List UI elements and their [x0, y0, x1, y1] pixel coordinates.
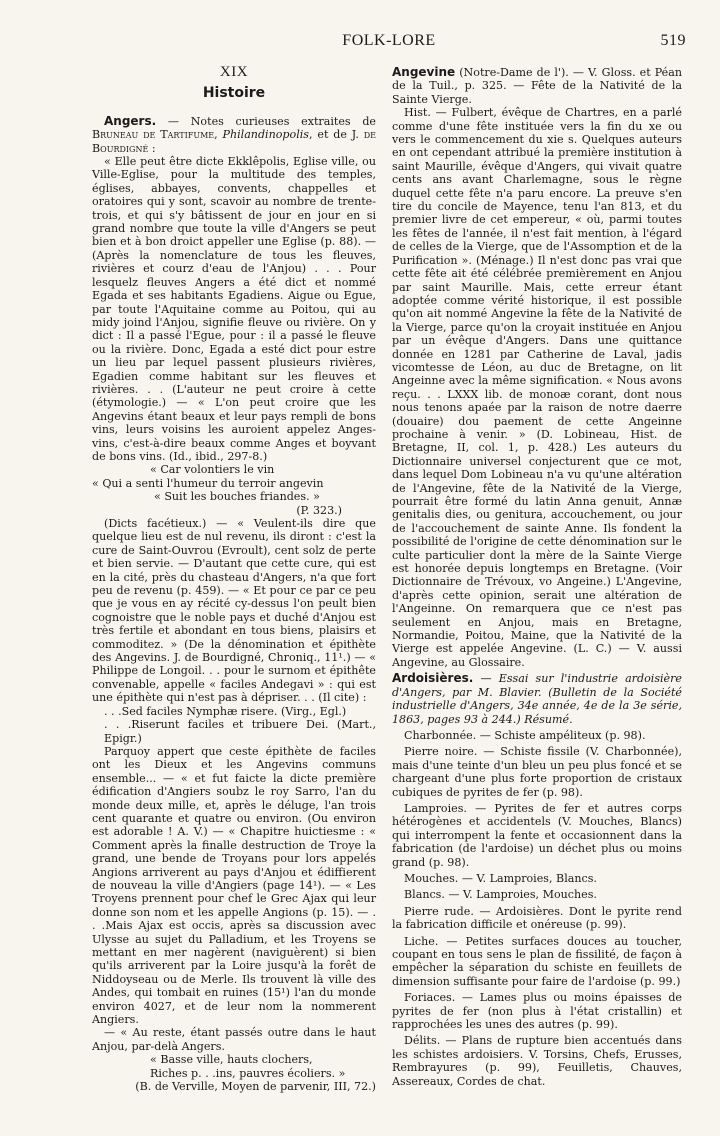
angers-sep-2: , et de J.	[309, 128, 364, 142]
ardoisieres-headword: Ardoisières.	[392, 671, 474, 686]
angers-intro: — Notes curieuses extraites de	[156, 114, 376, 128]
angers-author-1: Bruneau de Tartifume	[92, 128, 215, 142]
angers-entry-head	[92, 115, 376, 155]
term-foriaces: Foriaces. — Lames plus ou moins épaisses de pyrites de fer (non plus à l'état cristallin) et rapprochées les unes des autres (p. 99).	[392, 991, 682, 1032]
angers-quote-1: « Elle peut être dicte Ekklêpolis, Eglise ville, ou Ville-Eglise, pour la multitude des temples, églises, abbayes, convents, chappelles et oratoires qui y sont, scavoir au nombre de trente-trois, et qui s'y bâtissent de jour en jour en si grand nombre que toute la ville d'Angers se peut bien et à bon droict appeller une Eglise (p. 88). — (Après la nomenclature de tous les fleuves, rivières et courz d'eau de l'Anjou) . . . Pour lesquelz fleuves Angers a été dict et nommé Egada et ses habitants Egadiens. Aigue ou Egue, par toute l'Aquitaine comme au Poitou, qui au midy joind l'Anjou, signifie fleuve ou rivière. On y dict : Il a passé l'Egue, pour : il a passé le fleuve ou la rivière. Donc, Egada a esté dict pour estre un lieu par lequel passent plusieurs rivières, Egadien comme habitant sur les fleuves et rivières. . . (L'auteur ne peut croire à cette (étymologie.) — « L'on peut croire que les Angevins étant beaux et leur pays rempli de bons vins, leurs voisins les auroient appelez Anges-vins, c'est-à-dire beaux comme Anges et boyvant de bons vins. (Id., ibid., 297-8.)	[92, 155, 376, 463]
angevine-history: Hist. — Fulbert, évêque de Chartres, en a parlé comme d'une fête instituée vers la fin du xe ou vers le commencement du xie s. Quelques auteurs en ont cependant attribué la première institution à saint Maurille, évêque d'Angers, qui vivait quatre cents ans avant Charlemagne, sous le règne duquel cette fête n'a paru encore. La preuve s'en tire du concile de Mayence, tenu l'an 813, et du premier livre de cet empereur, « où, parmi toutes les fêtes de l'année, il n'est fait mention, à l'égard de celles de la Vierge, que de l'Assomption et de la Purification ». (Ménage.) Il n'est donc pas vrai que cette fête ait été célébrée premièrement en Anjou par saint Maurille. Mais, cette erreur étant adoptée comme vérité historique, il est possible qu'on ait nommé Angevine la fête de la Nativité de la Vierge, parce qu'on la croyait instituée en Anjou par un évêque d'Angers. Dans une quittance donnée en 1281 par Catherine de Laval, jadis vicomtesse de Léon, au duc de Bretagne, on lit Angeinne avec la même signification. « Nous avons reçu. . . LXXX lib. de monoæ corant, dont nous nous tenons apaée par la raison de notre daerre (douaire) dou paement de cette Angeinne prochaine à venir. » (D. Lobineau, Hist. de Bretagne, II, col. 1, p. 428.) Les auteurs du Dictionnaire universel conjecturent que ce mot, dans lequel Dom Lobineau n'a vu qu'une altération de l'Angevine, fête de la Nativité de la Vierge, pourrait être formé du latin Anna genuit, Annæ genitalis dies, ou genitura, accouchement, ou jour de l'accouchement de sainte Anne. Ils fondent la possibilité de l'origine de cette dénomination sur le culte particulier dont la mère de la Sainte Vierge est honorée depuis longtemps en Bretagne. (Voir Dictionnaire de Trévoux, vo Angeine.) L'Angevine, d'après cette opinion, serait une altération de l'Angeinne. On remarquera que ce n'est pas seulement en Anjou, mais en Bretagne, Normandie, Poitou, Maine, que la Nativité de la Vierge est appelée Angevine. (L. C.) — V. aussi Angevine, au Glossaire.	[392, 106, 682, 669]
term-blancs: Blancs. — V. Lamproies, Mouches.	[404, 888, 597, 902]
running-header	[92, 32, 686, 52]
angevine-entry-head	[392, 66, 682, 106]
term-lamproies: Lamproies. — Pyrites de fer et autres corps hétérogènes et accidentels (V. Mouches, Blancs) qui interrompent la fente et occasionnent dans la fabrication (de l'ardoise) un déchet plus ou moins grand (p. 98).	[392, 801, 682, 869]
term-mouches: Mouches. — V. Lamproies, Blancs.	[404, 871, 597, 885]
angers-colon: :	[148, 141, 156, 155]
verse-line-4: « Basse ville, hauts clochers,	[150, 1053, 313, 1067]
angers-quote-2: (Dicts facétieux.) — « Veulent-ils dire que quelque lieu est de nul revenu, ils diront : c'est la cure de Saint-Ouvrou (Evroult), cent solz de perte et bien servie. — D'autant que cette cure, qui est en la cité, près du chasteau d'Angers, n'a que fort peu de revenu (p. 459). — « Et pour ce par ce peu que je vous en ay récité cy-dessus l'on peult bien cognoistre que le noble pays et duché d'Anjou est très fertile et abondant en tous biens, plaisirs et commoditez. » (De la dénomination et épithète des Angevins. J. de Bourdigné, Chroniq., 11¹.) — « Philippe de Longoil. . . pour le surnom et épithête convenable, appelle « faciles Andegavi » : qui est une épithète qui n'est pas à dépriser. . . (Il cite) :	[92, 517, 376, 705]
verse-reference-2: (B. de Verville, Moyen de parvenir, III, 72.)	[135, 1080, 376, 1094]
latin-quote-1: . . .Sed faciles Nymphæ risere. (Virg., Egl.)	[104, 704, 347, 718]
verse-line-5: Riches p. . .ins, pauvres écoliers. »	[150, 1066, 346, 1080]
angevine-summary: (Notre-Dame de l'). — V. Gloss. et Péan de la Tuil., p. 325. — Fête de la Nativité de la Sainte Vierge.	[392, 66, 682, 106]
angers-headword: Angers.	[104, 113, 157, 128]
left-column	[92, 66, 376, 1093]
page-number: 519	[660, 32, 686, 49]
angers-work: Philandinopolis	[222, 128, 309, 142]
latin-quote-2: . . .Riserunt faciles et tribuere Dei. (Mart., Epigr.)	[104, 718, 376, 745]
verse-line-1: « Car volontiers le vin	[150, 463, 275, 477]
angers-quote-4: — « Au reste, étant passés outre dans le haut Anjou, par-delà Angers.	[92, 1026, 376, 1053]
verse-line-2: « Qui a senti l'humeur du terroir angevin	[92, 476, 324, 490]
section-title: Histoire	[202, 85, 266, 102]
term-pierre-rude: Pierre rude. — Ardoisières. Dont le pyrite rend la fabrication difficile et onéreuse (p. 99).	[392, 904, 682, 932]
term-charbonnee: Charbonnée. — Schiste ampéliteux (p. 98).	[404, 728, 646, 742]
term-liche: Liche. — Petites surfaces douces au toucher, coupant en tous sens le plan de fissilité, de façon à empêcher la séparation du schiste en feuillets de dimension suffisante pour faire de l'ardoise (p. 99.)	[392, 934, 682, 988]
running-title: FOLK-LORE	[342, 32, 436, 49]
ardoisieres-summary: — Essai sur l'industrie ardoisière d'Angers, par M. Blavier. (Bulletin de la Société industrielle d'Angers, 34e année, 4e de la 3e série, 1863, pages 93 à 244.) Résumé.	[392, 672, 682, 726]
term-delits: Délits. — Plans de rupture bien accentués dans les schistes ardoisiers. V. Torsins, Chefs, Erusses, Rembrayures (p. 99), Feuilletis, Chauves, Assereaux, Cordes de chat.	[392, 1034, 682, 1088]
section-number: XIX	[219, 64, 249, 80]
right-column	[392, 66, 682, 1088]
angers-author-2: de Bourdigné	[92, 128, 376, 155]
angers-quote-3: Parquoy appert que ceste épithète de faciles ont les Dieux et les Angevins communs ensemble... — « et fut faicte la dicte première édification d'Angiers soubz le roy Sarro, l'an du monde deux mille, et, après le déluge, l'an trois cent quarante et quatre ou environ. (Ou environ est adorable ! A. V.) — « Chapitre huictiesme : « Comment après la finalle destruction de Troye la grand, une bende de Troyans pour lors appelés Angions arriverent au pays d'Anjou et édiffierent de nouveau la ville d'Angiers (page 14¹). — « Les Troyens prennent pour chef le Grec Ajax qui leur donne son nom et les appelle Angions (p. 15). — . . .Mais Ajax est occis, après sa discussion avec Ulysse au sujet du Palladium, et les Troyens se mettant en mer nagèrent (naviguèrent) si bien qu'ils arriverent par la Loire jusqu'à la forêt de Niddoyseau ou de Merle. Ils trouvent là ville des Andes, qui tombait en ruines (15¹) l'an du monde environ 4027, et de leur nom la nommerent Angiers.	[92, 744, 376, 1027]
term-pierre-noire: Pierre noire. — Schiste fissile (V. Charbonnée), mais d'une teinte d'un bleu un peu plus foncé et se chargeant d'une plus forte proportion de cristaux cubiques de pyrites de fer (p. 98).	[392, 745, 682, 799]
verse-reference: (P. 323.)	[296, 503, 342, 517]
angevine-headword: Angevine	[392, 65, 456, 79]
verse-line-3: « Suit les bouches friandes. »	[154, 490, 320, 504]
ardoisieres-entry	[392, 672, 682, 726]
angers-sep: ,	[214, 128, 223, 142]
